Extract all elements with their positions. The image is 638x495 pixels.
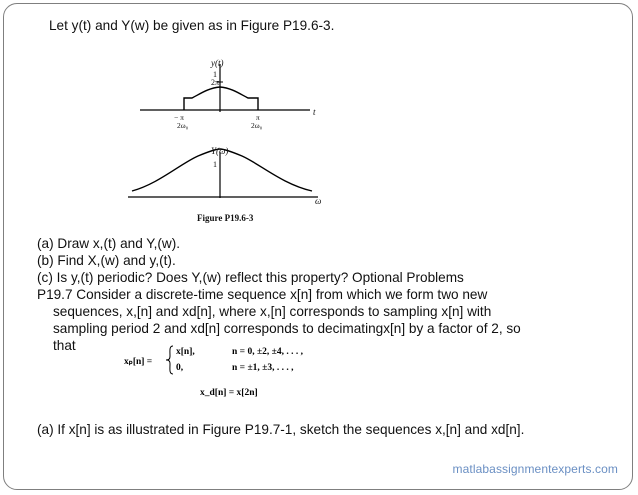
fig-pos-tick-num: π (256, 113, 260, 122)
fig-peak-num: 1 (213, 70, 217, 79)
fig-neg-tick-den: 2ω₀ (177, 121, 189, 130)
fig-bottom-label: Y(ω) (211, 146, 229, 156)
fig-pos-tick-den: 2ω₀ (251, 121, 263, 130)
figure-p19-6-3 (118, 52, 338, 227)
eq-xd: x_d[n] = x[2n] (200, 388, 258, 398)
y-t-curve (184, 87, 258, 110)
line-b: (b) Find X,(w) and y,(t). (37, 253, 176, 268)
fig-caption: Figure P19.6-3 (197, 213, 254, 223)
line-c: (c) Is y,(t) periodic? Does Y,(w) reflect this property? Optional Problems (37, 270, 464, 285)
final-question: (a) If x[n] is as illustrated in Figure P19.7-1, sketch the sequences x,[n] and xd[n]. (37, 422, 525, 437)
fig-bottom-peak: 1 (213, 160, 217, 169)
fig-t-axis-label: t (313, 107, 316, 117)
line-p2: sequences, x,[n] and xd[n], where x,[n] corresponds to sampling x[n] with (53, 304, 492, 319)
eq-case1-cond: n = 0, ±2, ±4, . . . , (232, 347, 303, 357)
line-a: (a) Draw x,(t) and Y,(w). (37, 236, 181, 251)
eq-xp-lhs: xₚ[n] = (124, 357, 153, 367)
fig-neg-tick-num: − π (174, 113, 184, 122)
eq-case1-val: x[n], (176, 347, 195, 357)
eq-case2-val: 0, (176, 363, 184, 373)
line-p1: P19.7 Consider a discrete-time sequence x[n] from which we form two new (37, 287, 488, 302)
eq-case2-cond: n = ±1, ±3, . . . , (232, 363, 294, 373)
line-p3: sampling period 2 and xd[n] corresponds to decimatingx[n] by a factor of 2, so (53, 321, 521, 336)
fig-w-axis-label: ω (315, 196, 322, 206)
footer-url[interactable]: matlabassignmentexperts.com (452, 462, 618, 476)
eq-brace (165, 345, 175, 375)
fig-top-label: y(t) (211, 58, 224, 68)
fig-peak-den: 2π (211, 78, 220, 87)
line-p4: that (53, 338, 76, 353)
intro-text: Let y(t) and Y(w) be given as in Figure P19.6-3. (49, 18, 335, 33)
